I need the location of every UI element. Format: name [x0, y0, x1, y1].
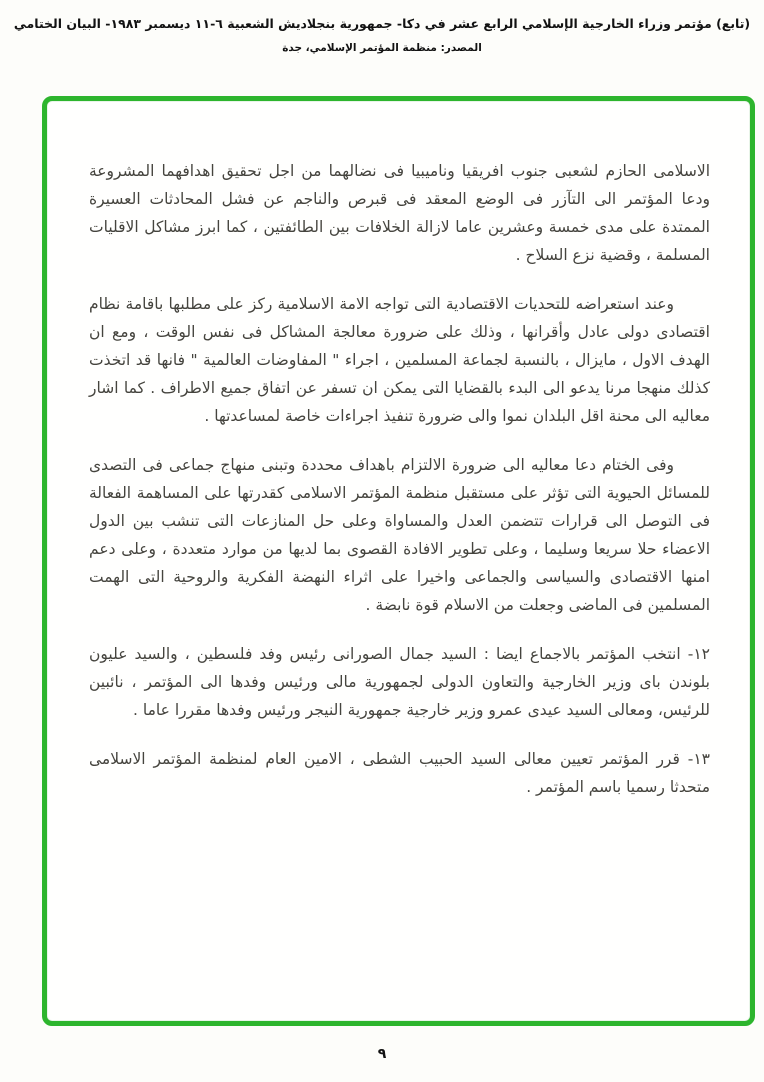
- header-source: المصدر: منظمة المؤتمر الإسلامي، جدة: [282, 42, 482, 54]
- body-paragraph-item-13: ١٣- قرر المؤتمر تعيين معالى السيد الحبيب الشطى ، الامين العام لمنظمة المؤتمر الاسلامى متحدثا رسميا باسم المؤتمر .: [89, 750, 710, 796]
- document-header: [0, 0, 764, 54]
- header-title: (تابع) مؤتمر وزراء الخارجية الإسلامي الرابع عشر في دكا- جمهورية بنجلاديش الشعبية ٦-١١ ديسمبر ١٩٨٣- البيان الختامي: [13, 16, 751, 31]
- body-paragraph-economy: وعند استعراضه للتحديات الاقتصادية التى تواجه الامة الاسلامية ركز على مطلبها باقامة نظام اقتصادى دولى عادل وأقرانها ، وذلك على ضرورة معالجة المشاكل فى نفس الوقت ، ومع ان الهدف الاول ، مايزال ، بالنسبة لجماعة المسلمين ، اجراء " المفاوضات العالمية " فانها قد اتخذت كذلك منهجا مرنا يدعو الى البدء بالقضايا التى يمكن ان تسفر عن اتفاق جميع الاطراف . كما اشار معاليه الى محنة اقل البلدان نموا والى ضرورة تنفيذ اجراءات خاصة لمساعدتها .: [89, 295, 710, 425]
- page-number: ٩: [377, 1046, 387, 1062]
- body-paragraph-conclusion: وفى الختام دعا معاليه الى ضرورة الالتزام باهداف محددة وتبنى منهاج جماعى فى التصدى للمسائل الحيوية التى تؤثر على مستقبل منظمة المؤتمر الاسلامى كقدرتها على المساهمة الفعالة فى التوصل الى قرارات تتضمن العدل والمساواة وعلى حل المنازعات التى تنشب بين الدول الاعضاء حلا سريعا وسليما ، وعلى تطوير الافادة القصوى بما لديها من موارد متعددة ، وعلى دعم امنها الاقتصادى والسياسى والجماعى واخيرا على اثراء النهضة الفكرية والروحية التى الهمت المسلمين فى الماضى وجعلت من الاسلام قوة نابضة .: [89, 456, 710, 614]
- scan-body: [47, 101, 750, 801]
- body-paragraph-continuation: الاسلامى الحازم لشعبى جنوب افريقيا وناميبيا فى نضالهما من اجل تحقيق اهدافهما المشروعة ودعا المؤتمر الى التآزر فى الوضع المعقد فى قبرص والناجم عن فشل المحادثات العسيرة الممتدة على مدى خمسة وعشرين عاما لازالة الخلافات بين الطائفتين ، كما ابرز مشاكل الاقليات المسلمة ، وقضية نزع السلاح .: [89, 162, 710, 264]
- scan-highlight-frame: [42, 96, 755, 1026]
- body-paragraph-item-12: ١٢- انتخب المؤتمر بالاجماع ايضا : السيد جمال الصورانى رئيس وفد فلسطين ، والسيد عليون بلوندن باى وزير الخارجية والتعاون الدولى لجمهورية مالى ورئيس وفدها الى المؤتمر ، نائبين للرئيس، ومعالى السيد عيدى عمرو وزير خارجية جمهورية النيجر ورئيس وفدها مقررا عاما .: [89, 645, 710, 719]
